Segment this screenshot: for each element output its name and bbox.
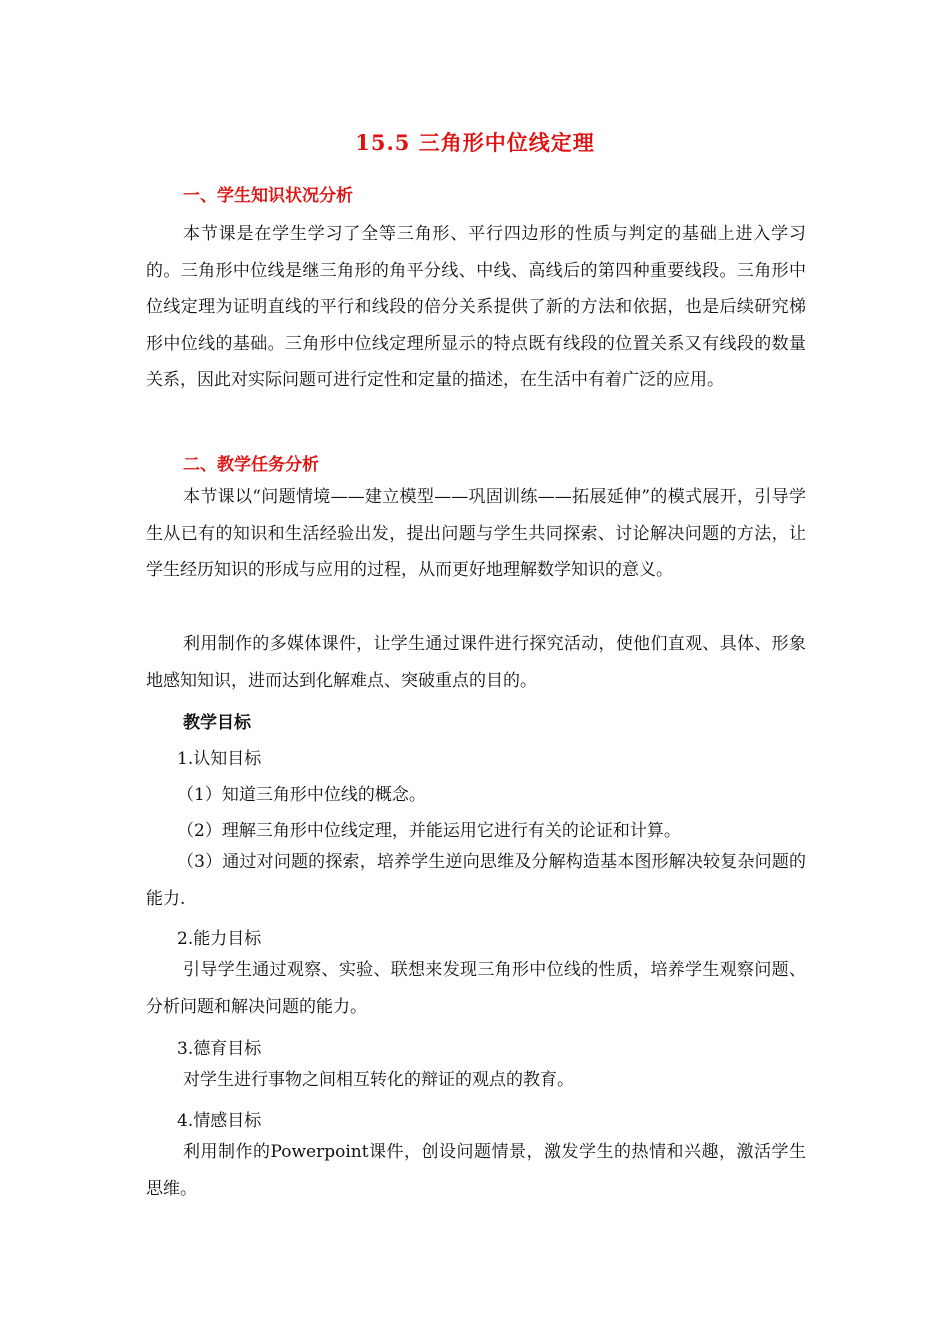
ability-goal-text: 引导学生通过观察、实验、联想来发现三角形中位线的性质，培养学生观察问题、分析问题和解决问题的能力。 <box>146 960 806 1017</box>
emotion-goal-label: 4.情感目标 <box>177 1111 262 1131</box>
emotion-goal-text: 利用制作的Powerpoint课件，创设问题情景，激发学生的热情和兴趣，激活学生思维。 <box>146 1142 806 1199</box>
cognitive-goal-label: 1.认知目标 <box>177 749 262 769</box>
section2-paragraph-1: 本节课以“问题情境——建立模型——巩固训练——拓展延伸”的模式展开，引导学生从已有的知识和生活经验出发，提出问题与学生共同探索、讨论解决问题的方法，让学生经历知识的形成与应用的过程，从而更好地理解数学知识的意义。 <box>146 487 806 580</box>
section1-heading: 一、学生知识状况分析 <box>183 186 353 206</box>
section2-paragraph-2: 利用制作的多媒体课件，让学生通过课件进行探究活动，使他们直观、具体、形象地感知知识，进而达到化解难点、突破重点的目的。 <box>146 634 806 691</box>
section2-heading: 二、教学任务分析 <box>183 455 319 475</box>
goals-heading: 教学目标 <box>183 713 251 733</box>
section1-paragraph: 本节课是在学生学习了全等三角形、平行四边形的性质与判定的基础上进入学习的。三角形中位线是继三角形的角平分线、中线、高线后的第四种重要线段。三角形中位线定理为证明直线的平行和线段的倍分关系提供了新的方法和依据，也是后续研究梯形中位线的基础。三角形中位线定理所显示的特点既有线段的位置关系又有线段的数量关系，因此对实际问题可进行定性和定量的描述，在生活中有着广泛的应用。 <box>146 224 806 390</box>
cognitive-goal-item-2: （2）理解三角形中位线定理，并能运用它进行有关的论证和计算。 <box>177 821 681 841</box>
moral-goal-label: 3.德育目标 <box>177 1039 262 1059</box>
ability-goal-label: 2.能力目标 <box>177 929 262 949</box>
cognitive-goal-item-3: （3）通过对问题的探索，培养学生逆向思维及分解构造基本图形解决较复杂问题的能力. <box>146 852 806 909</box>
cognitive-goal-item-1: （1）知道三角形中位线的概念。 <box>177 785 426 805</box>
moral-goal-text: 对学生进行事物之间相互转化的辩证的观点的教育。 <box>183 1070 574 1090</box>
document-title: 15.5 三角形中位线定理 <box>355 130 595 155</box>
